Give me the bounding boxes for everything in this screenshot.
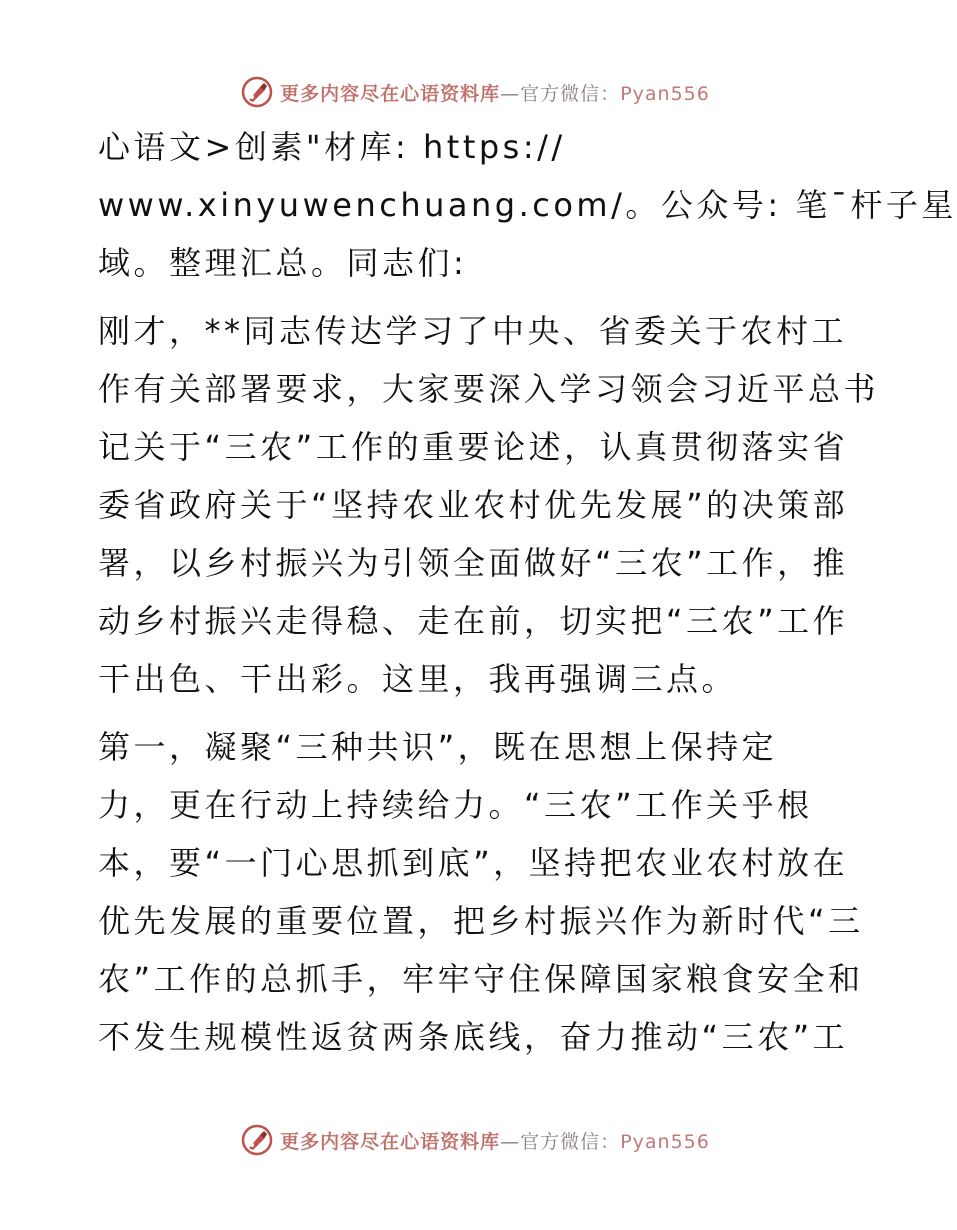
paragraph-opening [98, 302, 880, 708]
text-line: 署，以乡村振兴为引领全面做好“三农”工作，推 [98, 544, 849, 582]
text-line: 力，更在行动上持续给力。“三农”工作关乎根 [98, 786, 813, 824]
banner-text [280, 1127, 710, 1154]
text-line: 域。整理汇总。同志们: [98, 244, 468, 282]
text-line: 农”工作的总抓手，牢牢守住保障国家粮食安全和 [98, 960, 864, 998]
pen-nib-logo-icon [240, 75, 274, 109]
paragraph-intro [98, 118, 957, 292]
banner-brand: 更多内容尽在心语资料库 [280, 82, 501, 105]
text-line: 优先发展的重要位置，把乡村振兴作为新时代“三 [98, 902, 864, 940]
text-line: www.xinyuwenchuang.com/。公众号: 笔¯杆子星 [98, 186, 957, 224]
header-watermark-banner [0, 72, 950, 112]
banner-official-label: —官方微信： [500, 1130, 621, 1153]
text-line: 作有关部署要求，大家要深入学习领会习近平总书 [98, 370, 880, 408]
banner-brand: 更多内容尽在心语资料库 [280, 1130, 501, 1153]
banner-text [280, 79, 710, 106]
text-line: 干出色、干出彩。这里，我再强调三点。 [98, 660, 738, 698]
paragraph-point-one [98, 718, 868, 1066]
banner-wechat-id: Pyan556 [620, 1130, 710, 1153]
text-line: 记关于“三农”工作的重要论述，认真贯彻落实省 [98, 428, 849, 466]
text-line: 刚才，**同志传达学习了中央、省委关于农村工 [98, 312, 848, 350]
banner-official-label: —官方微信： [500, 82, 621, 105]
text-line: 心语文>创素"材库: https:// [98, 128, 566, 166]
pen-nib-logo-icon [240, 1123, 274, 1157]
footer-watermark-banner [0, 1120, 950, 1160]
text-line: 委省政府关于“坚持农业农村优先发展”的决策部 [98, 486, 849, 524]
text-line: 动乡村振兴走得稳、走在前，切实把“三农”工作 [98, 602, 849, 640]
banner-wechat-id: Pyan556 [620, 82, 710, 105]
text-line: 第一，凝聚“三种共识”，既在思想上保持定 [98, 728, 778, 766]
text-line: 本，要“一门心思抓到底”，坚持把农业农村放在 [98, 844, 849, 882]
document-body [98, 118, 957, 1076]
text-line: 不发生规模性返贫两条底线，奋力推动“三农”工 [98, 1018, 849, 1056]
